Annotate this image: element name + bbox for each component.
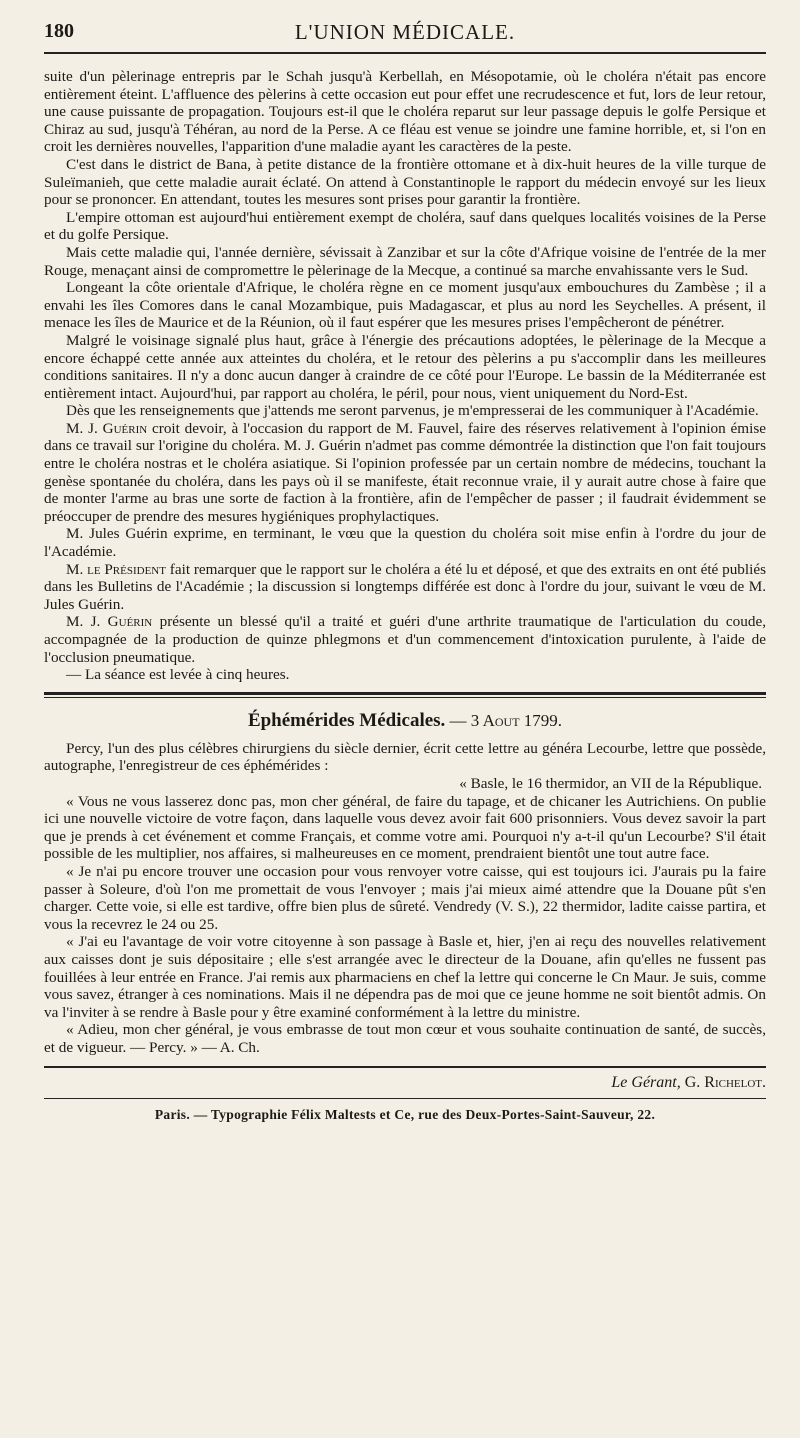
- imprint-rule: [44, 1098, 766, 1099]
- header-rule: [44, 52, 766, 54]
- paragraph: M. Jules Guérin exprime, en terminant, le vœu que la question du choléra soit mise enfin à l'ordre du jour de l'Académie.: [44, 525, 766, 561]
- page-number: 180: [44, 20, 74, 42]
- session-report: [44, 68, 766, 684]
- paragraph: L'empire ottoman est aujourd'hui entièrement exempt de choléra, sauf dans quelques localités voisines de la Perse et du golfe Persique.: [44, 208, 766, 244]
- ephemerides-heading: [44, 710, 766, 732]
- printer-imprint: Paris. — Typographie Félix Maltests et Ce, rue des Deux-Portes-Saint-Sauveur, 22.: [154, 1107, 656, 1123]
- speaker-name: M. J. Guérin: [66, 419, 148, 437]
- ephemerides-intro: Percy, l'un des plus célèbres chirurgiens du siècle dernier, écrit cette lettre au généra Lecourbe, lettre que possède, autographe, l'enregistreur de ces éphémérides :: [44, 739, 766, 775]
- gerant-name: G. Richelot.: [684, 1074, 766, 1092]
- speaker-text: présente un blessé qu'il a traité et guéri d'une arthrite traumatique de l'articulation du coude, accompagnée de la production de quinze phlegmons et d'un commencement d'intoxication purulente, à l'aide de l'occlusion pneumatique.: [44, 613, 766, 666]
- guerin-remarks: [44, 420, 766, 526]
- speaker-name: M. le Président: [66, 560, 166, 578]
- footer-rule: [44, 1066, 766, 1068]
- speaker-text: croit devoir, à l'occasion du rapport de M. Fauvel, faire des réserves relativement à l'opinion émise dans ce travail sur l'origine du choléra. M. J. Guérin n'admet pas comme démontrée la distinction que l'on fait toujours entre le choléra nostras et le choléra asiatique. Si l'opinion professée par un certain nombre de médecins, touchant la genèse spontanée du choléra, dans les pays où il se manifeste, était reconnue vraie, il y aurait autre chose à faire que de monter l'arme au bras une sorte de faction à la frontière, afin de l'empêcher de passer ; il faudrait évidemment se préoccuper de prendre des mesures hygiéniques prophylactiques.: [44, 419, 766, 525]
- letter-paragraph: « Adieu, mon cher général, je vous embrasse de tout mon cœur et vous souhaite continuation de santé, de succès, et de vigueur. — Percy. » — A. Ch.: [44, 1021, 766, 1056]
- page-header: [44, 12, 766, 52]
- paragraph: Longeant la côte orientale d'Afrique, le choléra règne en ce moment jusqu'aux embouchures du Zambèse ; il a envahi les îles Comores dans le canal Mozambique, puis Madagascar, et plus au nord les Seychelles. A présent, il menace les îles de Maurice et de la Réunion, où il faut espérer que les mesures prises l'empêcheront de pénétrer.: [44, 279, 766, 332]
- paragraph: Malgré le voisinage signalé plus haut, grâce à l'énergie des précautions adoptées, le pèlerinage de la Mecque a encore échappé cette année aux atteintes du choléra, et le retour des pèlerins a pu s'accomplir dans les meilleures conditions sanitaires. Il n'y a donc aucun danger à craindre de ce côté pour l'Europe. Le bassin de la Méditerranée est entièrement intact. Aujourd'hui, par rapport au choléra, le péril, pour nous, vient uniquement du Nord-Est.: [44, 331, 766, 402]
- speaker-name: M. J. Guérin: [66, 613, 153, 631]
- gerant-label: Le Gérant,: [611, 1074, 681, 1092]
- paragraph: Dès que les renseignements que j'attends me seront parvenus, je m'empresserai de les communiquer à l'Académie.: [66, 402, 759, 420]
- ephemerides-title: Éphémérides Médicales.: [247, 709, 446, 731]
- letter-paragraph: « Je n'ai pu encore trouver une occasion pour vous renvoyer votre caisse, qui est toujours ici. J'aurais pu la faire passer à Soleure, d'où l'on me promettait de vous l'envoyer ; mais j'ai mieux aimé attendre que la Douane pût s'en charger. Cette voie, si elle est tardive, offre bien plus de sûreté. Vendredy (V. S.), 22 thermidor, ladite caisse partira, et vous la recevrez le 24 ou 25.: [44, 862, 766, 933]
- president-remarks: [44, 561, 766, 614]
- ephemerides-body: [44, 740, 766, 1057]
- letter-dateline: « Basle, le 16 thermidor, an VII de la République.: [459, 774, 762, 792]
- guerin-presentation: [44, 613, 766, 666]
- running-title: L'UNION MÉDICALE.: [294, 20, 516, 44]
- page: [0, 12, 800, 1438]
- section-divider: [44, 692, 766, 698]
- paragraph: Mais cette maladie qui, l'année dernière, sévissait à Zanzibar et sur la côte d'Afrique voisine de l'entrée de la mer Rouge, menaçant ainsi de compromettre le pèlerinage de la Mecque, a continué sa marche envahissante vers le Sud.: [44, 243, 766, 279]
- ephemerides-date: — 3 Aout 1799.: [449, 710, 563, 730]
- speaker-text: fait remarquer que le rapport sur le choléra a été lu et déposé, et que des extraits en ont été publiés dans les Bulletins de l'Académie ; la discussion si longtemps différée est donc à l'ordre du jour, suivant le vœu de M. Jules Guérin.: [44, 560, 766, 613]
- paragraph: C'est dans le district de Bana, à petite distance de la frontière ottomane et à dix-huit heures de la ville turque de Suleïmanieh, que cette maladie aurait éclaté. On attend à Constantinople le rapport du médecin envoyé sur les lieux pour se prononcer. En attendant, toutes les mesures sont prises pour garantir la frontière.: [44, 155, 766, 209]
- paragraph: suite d'un pèlerinage entrepris par le Schah jusqu'à Kerbellah, en Mésopotamie, où le choléra n'était pas encore entièrement éteint. L'affluence des pèlerins à cette occasion eut pour effet une recrudescence et fut, lors de leur retour, une cause puissante de propagation. Toujours est-il que le choléra reparut sur leur passage depuis le golfe Persique et Chiraz au sud, jusqu'à Téhéran, au nord de la Perse. A ce fléau est venue se joindre une famine horrible, et, si l'on en croit les dernières nouvelles, l'apparition d'une maladie ayant les caractères de la peste.: [44, 68, 766, 156]
- gerant-signature: [44, 1074, 766, 1092]
- letter-paragraph: « Vous ne vous lasserez donc pas, mon cher général, de faire du tapage, et de chicaner les Autrichiens. On publie ici une nouvelle victoire de votre façon, dans laquelle vous devez avoir fait 600 prisonniers. Vous devez savoir la part que je prends à cet événement et comme Français, et comme votre ami. Pourquoi n'y a-t-il qu'un Lecourbe? S'il était possible de les multiplier, nos affaires, si malheureuses en ce moment, prendraient bientôt une tout autre face.: [44, 792, 766, 863]
- letter-paragraph: « J'ai eu l'avantage de voir votre citoyenne à son passage à Basle et, hier, j'en ai reçu des nouvelles relativement aux caisses dont je suis dépositaire ; elle s'est arrangée avec le directeur de la Douane, afin qu'elles ne fussent pas fouillées à leur entrée en France. J'ai remis aux pharmaciens en chef la lettre qui concerne le Cn Maur. Je suis, comme vous savez, étranger à ces nominations. Mais il ne dépendra pas de moi que ce jeune homme ne soit bientôt admis. On va l'inviter à se rendre à Basle pour y être examiné conformément à la lettre du ministre.: [44, 933, 766, 1021]
- closing-line: — La séance est levée à cinq heures.: [66, 666, 290, 684]
